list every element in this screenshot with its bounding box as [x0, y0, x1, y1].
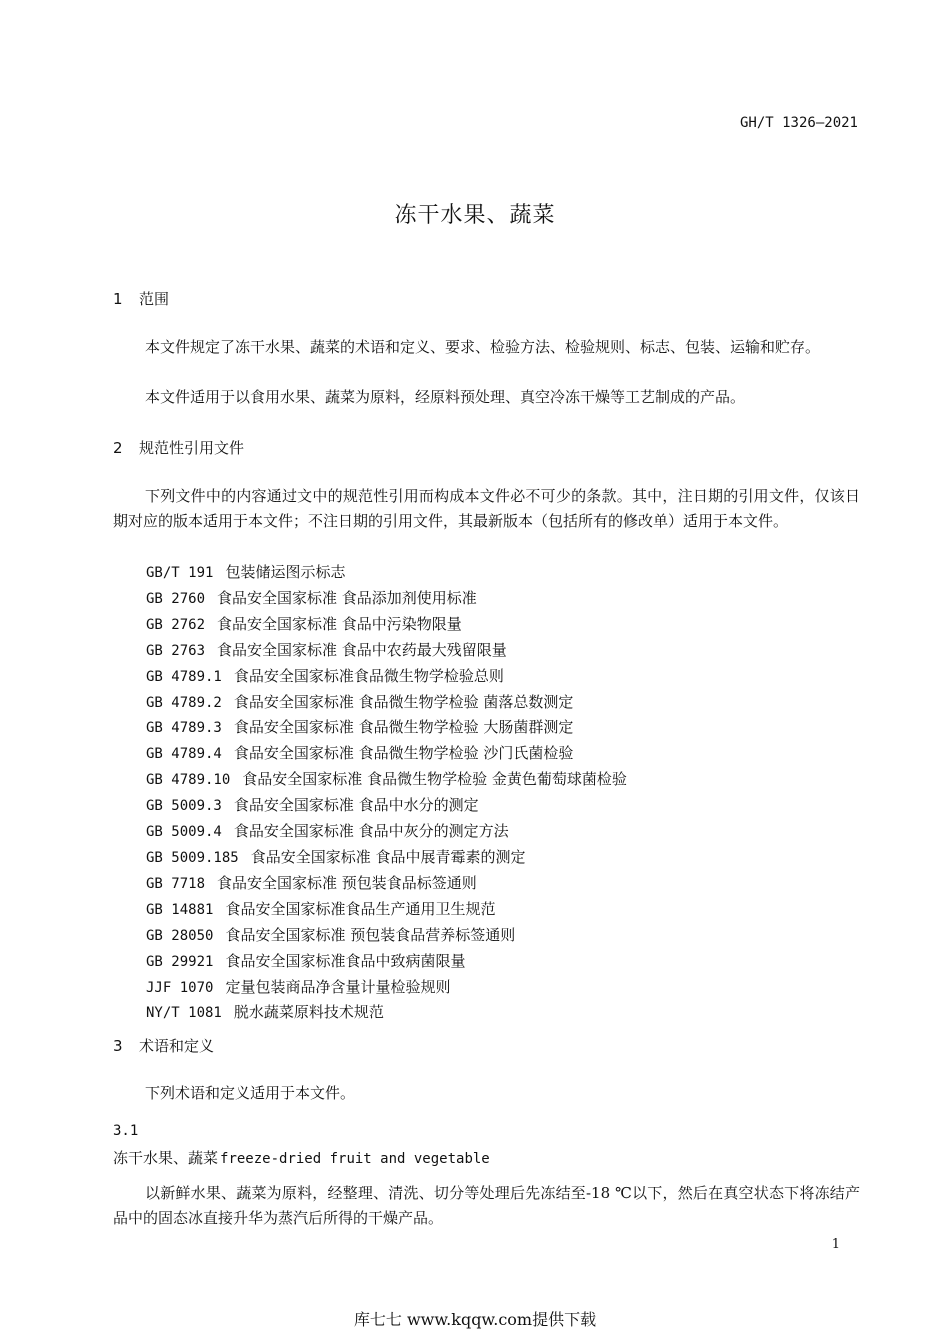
reference-code: GB 14881 [146, 901, 214, 918]
section-title: 范围 [139, 290, 170, 308]
reference-title: 食品安全国家标准 食品微生物学检验 金黄色葡萄球菌检验 [242, 770, 627, 789]
reference-title: 食品安全国家标准 食品中农药最大残留限量 [217, 640, 507, 659]
references-intro: 下列文件中的内容通过文中的规范性引用而构成本文件必不可少的条款。其中，注日期的引用文件，仅该日期对应的版本适用于本文件；不注日期的引用文件，其最新版本（包括所有的修改单）适用于本文件。 [113, 487, 860, 530]
reference-item [146, 923, 627, 949]
reference-code: NY/T 1081 [146, 1005, 222, 1022]
reference-title: 食品安全国家标准 预包装食品标签通则 [217, 873, 477, 892]
reference-item [146, 793, 627, 819]
reference-code: GB 29921 [146, 953, 214, 970]
section-1-heading [113, 288, 169, 309]
download-footer: 库七七 www.kqqw.com提供下载 [353, 1310, 597, 1329]
reference-title: 脱水蔬菜原料技术规范 [233, 1003, 384, 1022]
reference-title: 食品安全国家标准 食品添加剂使用标准 [217, 588, 477, 607]
term-number: 3.1 [113, 1123, 139, 1139]
reference-title: 定量包装商品净含量计量检验规则 [225, 977, 451, 996]
reference-list [146, 560, 627, 1026]
reference-code: GB 4789.4 [146, 746, 222, 763]
term-english: freeze-dried fruit and vegetable [220, 1151, 490, 1167]
section-number: 1 [113, 290, 123, 308]
reference-item [146, 949, 627, 975]
document-code: GH/T 1326—2021 [739, 115, 858, 131]
reference-code: GB 5009.3 [146, 798, 222, 815]
reference-title: 食品安全国家标准食品生产通用卫生规范 [225, 899, 496, 918]
reference-item [146, 741, 627, 767]
reference-code: GB 2763 [146, 642, 206, 659]
reference-title: 食品安全国家标准食品中致病菌限量 [225, 951, 466, 970]
reference-item [146, 690, 627, 716]
reference-item [146, 767, 627, 793]
section-2-heading [113, 437, 244, 458]
reference-code: GB 2762 [146, 616, 206, 633]
reference-title: 食品安全国家标准 食品微生物学检验 菌落总数测定 [233, 692, 574, 711]
section-3-heading [113, 1035, 214, 1056]
section-number: 3 [113, 1037, 123, 1055]
reference-code: GB 7718 [146, 875, 206, 892]
reference-code: GB 2760 [146, 590, 206, 607]
reference-item [146, 586, 627, 612]
reference-item [146, 897, 627, 923]
reference-code: GB 4789.1 [146, 668, 222, 685]
reference-title: 包装储运图示标志 [225, 563, 346, 581]
page-number: 1 [831, 1237, 840, 1252]
term-heading [113, 1147, 490, 1168]
reference-code: GB 4789.3 [146, 720, 222, 737]
reference-title: 食品安全国家标准 预包装食品营养标签通则 [225, 925, 516, 944]
reference-item [146, 612, 627, 638]
document-title: 冻干水果、蔬菜 [394, 203, 556, 228]
reference-title: 食品安全国家标准 食品微生物学检验 沙门氏菌检验 [233, 744, 574, 763]
reference-code: GB/T 191 [146, 565, 214, 581]
section-number: 2 [113, 439, 123, 457]
reference-code: GB 4789.2 [146, 694, 222, 711]
reference-title: 食品安全国家标准 食品中水分的测定 [233, 796, 479, 815]
term-definition: 以新鲜水果、蔬菜为原料，经整理、清洗、切分等处理后先冻结至-18 ℃以下，然后在真空状态下将冻结产品中的固态冰直接升华为蒸汽后所得的干燥产品。 [113, 1184, 860, 1227]
reference-item [146, 715, 627, 741]
reference-item [146, 560, 627, 586]
reference-item [146, 819, 627, 845]
scope-paragraph-2: 本文件适用于以食用水果、蔬菜为原料，经原料预处理、真空冷冻干燥等工艺制成的产品。 [145, 388, 746, 406]
reference-code: JJF 1070 [146, 979, 214, 996]
scope-paragraph-1: 本文件规定了冻干水果、蔬菜的术语和定义、要求、检验方法、检验规则、标志、包装、运输和贮存。 [145, 338, 821, 356]
reference-title: 食品安全国家标准 食品微生物学检验 大肠菌群测定 [233, 718, 574, 737]
reference-code: GB 28050 [146, 927, 214, 944]
reference-code: GB 5009.4 [146, 824, 222, 841]
section-title: 规范性引用文件 [139, 439, 245, 457]
reference-code: GB 5009.185 [146, 849, 239, 866]
reference-title: 食品安全国家标准 食品中灰分的测定方法 [233, 822, 509, 841]
reference-item [146, 845, 627, 871]
reference-title: 食品安全国家标准食品微生物学检验总则 [233, 666, 504, 685]
section-title: 术语和定义 [139, 1037, 215, 1055]
terms-intro: 下列术语和定义适用于本文件。 [145, 1084, 356, 1102]
reference-title: 食品安全国家标准 食品中污染物限量 [217, 614, 462, 633]
reference-item [146, 871, 627, 897]
reference-title: 食品安全国家标准 食品中展青霉素的测定 [250, 847, 526, 866]
reference-item [146, 638, 627, 664]
term-chinese: 冻干水果、蔬菜 [113, 1149, 219, 1167]
reference-item [146, 975, 627, 1001]
reference-item [146, 1000, 627, 1026]
reference-code: GB 4789.10 [146, 772, 231, 789]
reference-item [146, 664, 627, 690]
